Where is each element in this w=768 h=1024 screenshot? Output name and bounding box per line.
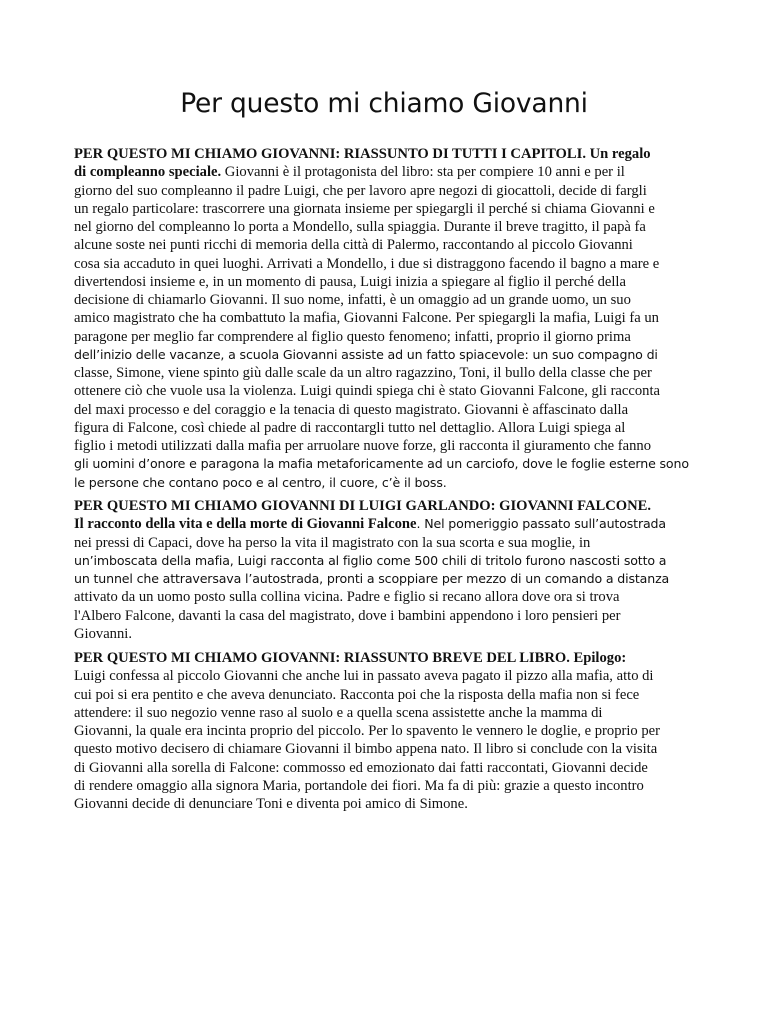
text-line	[74, 145, 702, 163]
body-text: classe, Simone, viene spinto giù dalle scale da un altro ragazzino, Toni, il bullo della classe che per	[74, 365, 652, 381]
body-text: un regalo particolare: trascorrere una giornata insieme per spiegargli il perché si chiama Giovanni e	[74, 200, 655, 217]
section-epilogue	[74, 649, 702, 813]
text-line	[74, 328, 702, 346]
text-line	[74, 570, 702, 588]
body-text: Giovanni è il protagonista del libro: sta per compiere 10 anni e per il	[221, 164, 625, 181]
body-text: gli uomini d’onore e paragona la mafia metaforicamente ad un carciofo, dove le foglie esterne sono	[74, 456, 689, 472]
text-line	[74, 401, 702, 419]
body-text: decisione di chiamarlo Giovanni. Il suo nome, infatti, è un omaggio ad un grande uomo, un suo	[74, 292, 631, 308]
bold-heading-text: di compleanno speciale.	[74, 164, 222, 181]
body-text: paragone per meglio far comprendere al figlio questo fenomeno; infatti, proprio il giorno prima	[74, 328, 631, 345]
body-text: nei pressi di Capaci, dove ha perso la vita il magistrato con la sua scorta e sua moglie, in	[74, 534, 591, 551]
text-line	[74, 515, 702, 533]
text-line	[74, 534, 702, 552]
text-line	[74, 309, 702, 327]
body-text: cosa sia accaduto in quei luoghi. Arrivati a Mondello, i due si distraggono facendo il bagno a mare e	[74, 255, 660, 272]
text-line	[74, 649, 702, 667]
bold-heading-text: PER QUESTO MI CHIAMO GIOVANNI DI LUIGI GARLANDO: GIOVANNI FALCONE.	[74, 498, 652, 514]
body-text: l'Albero Falcone, davanti la casa del magistrato, dove i bambini appendono i loro pensieri per	[74, 607, 621, 624]
body-text: di Giovanni alla sorella di Falcone: commosso ed emozionato dai fatti raccontati, Giovanni decide	[74, 759, 648, 776]
body-text: divertendosi insieme e, in un momento di pausa, Luigi inizia a spiegare al figlio il perché della	[74, 273, 626, 290]
text-line	[74, 667, 702, 685]
body-text: dell’inizio delle vacanze, a scuola Giovanni assiste ad un fatto spiacevole: un suo compagno di	[74, 346, 658, 362]
page-title: Per questo mi chiamo Giovanni	[180, 88, 588, 119]
text-line	[74, 686, 702, 704]
body-text: giorno del suo compleanno il padre Luigi, che per lavoro apre negozi di giocattoli, decide di fargli	[74, 182, 647, 199]
body-text: Giovanni decide di denunciare Toni e diventa poi amico di Simone.	[74, 796, 468, 812]
bold-heading-text: PER QUESTO MI CHIAMO GIOVANNI: RIASSUNTO BREVE DEL LIBRO. Epilogo:	[74, 650, 627, 666]
text-line	[74, 777, 702, 795]
text-line	[74, 382, 702, 400]
body-text: attivato da un uomo posto sulla collina vicina. Padre e figlio si recano allora dove ora si trova	[74, 589, 620, 606]
text-line	[74, 419, 702, 437]
text-line	[74, 759, 702, 777]
text-line	[74, 273, 702, 291]
text-line	[74, 552, 702, 570]
body-text: amico magistrato che ha combattuto la mafia, Giovanni Falcone. Per spiegargli la mafia, Luigi fa un	[74, 310, 659, 327]
body-text: di rendere omaggio alla signora Maria, portandole dei fiori. Ma fa di più: grazie a questo incontro	[74, 777, 644, 794]
text-line	[74, 163, 702, 181]
text-line	[74, 740, 702, 758]
body-text: del maxi processo e del coraggio e la tenacia di questo magistrato. Giovanni è affascinato dalla	[74, 401, 629, 418]
text-line	[74, 474, 702, 492]
text-line	[74, 364, 702, 382]
body-text: Giovanni.	[74, 625, 132, 642]
body-text: questo motivo decisero di chiamare Giovanni il bimbo appena nato. Il libro si conclude con la visita	[74, 741, 658, 758]
text-line	[74, 588, 702, 606]
text-line	[74, 625, 702, 643]
body-text: Luigi confessa al piccolo Giovanni che anche lui in passato aveva pagato il pizzo alla mafia, atto di	[74, 668, 654, 685]
section-chapters-summary	[74, 145, 702, 492]
bold-heading-text: Il racconto della vita e della morte di Giovanni Falcone	[74, 516, 417, 533]
body-text: nel giorno del compleanno lo porta a Mondello, sulla spiaggia. Durante il breve tragitto, il papà fa	[74, 219, 646, 235]
text-line	[74, 795, 702, 813]
body-text: cui poi si era pentito e che aveva denunciato. Racconta poi che la risposta della mafia non si fece	[74, 686, 640, 703]
text-line	[74, 346, 702, 364]
bold-heading-text: PER QUESTO MI CHIAMO GIOVANNI: RIASSUNTO DI TUTTI I CAPITOLI. Un regalo	[74, 146, 651, 162]
body-text: Giovanni, la quale era incinta proprio del piccolo. Per lo spavento le vennero le doglie, e proprio per	[74, 723, 660, 739]
text-line	[74, 200, 702, 218]
body-text: un tunnel che attraversava l’autostrada, pronti a scoppiare per mezzo di un comando a distanza	[74, 571, 670, 586]
body-text: . Nel pomeriggio passato sull’autostrada	[416, 516, 666, 532]
text-line	[74, 497, 702, 515]
body-text: figlio i metodi utilizzati dalla mafia per arruolare nuove forze, gli racconta il giuramento che fanno	[74, 438, 652, 454]
text-line	[74, 455, 702, 473]
body-text: un’imboscata della mafia, Luigi racconta al figlio come 500 chili di tritolo furono nascosti sotto a	[74, 552, 667, 568]
text-line	[74, 704, 702, 722]
text-line	[74, 182, 702, 200]
text-line	[74, 255, 702, 273]
section-giovanni-falcone	[74, 497, 702, 643]
body-text: ottenere ciò che vuole usa la violenza. Luigi quindi spiega chi è stato Giovanni Falcone, gli racconta	[74, 383, 660, 400]
text-line	[74, 437, 702, 455]
text-line	[74, 218, 702, 236]
text-line	[74, 236, 702, 254]
body-text: le persone che contano poco e al centro, il cuore, c’è il boss.	[74, 474, 447, 490]
body-text: attendere: il suo negozio venne raso al suolo e a quella scena assistette anche la mamma di	[74, 704, 603, 721]
text-line	[74, 722, 702, 740]
text-line	[74, 291, 702, 309]
body-text: alcune soste nei punti ricchi di memoria della città di Palermo, raccontando al piccolo Giovanni	[74, 237, 633, 254]
text-line	[74, 607, 702, 625]
body-text: figura di Falcone, così chiede al padre di raccontargli tutto nel dettaglio. Allora Luigi spiega al	[74, 419, 626, 436]
